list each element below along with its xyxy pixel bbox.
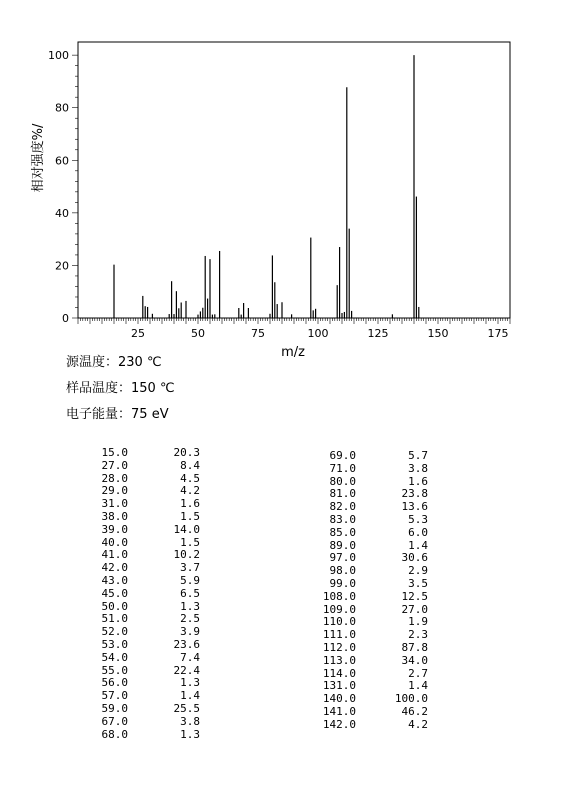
intensity-value: 3.5	[408, 576, 428, 590]
condition-label: 样品温度：	[66, 381, 132, 396]
intensity-value: 30.6	[401, 551, 428, 565]
mz-value: 108.0	[322, 589, 356, 603]
intensity-value: 10.2	[173, 548, 200, 562]
condition-label: 源温度：	[66, 355, 119, 370]
intensity-value: 3.9	[180, 625, 200, 639]
table-row	[316, 719, 428, 732]
table-row	[316, 591, 428, 604]
mz-value: 29.0	[101, 484, 128, 498]
x-tick-label: 75	[251, 327, 265, 340]
intensity-value: 13.6	[401, 500, 428, 514]
mz-value: 53.0	[101, 637, 128, 651]
mz-value: 50.0	[101, 599, 128, 613]
x-tick-label: 50	[191, 327, 205, 340]
table-row	[88, 729, 200, 742]
mz-value: 38.0	[101, 509, 128, 523]
y-tick-label: 20	[55, 259, 69, 273]
intensity-value: 1.3	[180, 676, 200, 690]
condition-line	[66, 403, 169, 422]
peak-table-left	[88, 447, 200, 741]
mz-value: 69.0	[329, 449, 356, 462]
table-row	[88, 652, 200, 665]
condition-value: 230 ℃	[118, 355, 162, 370]
intensity-value: 3.7	[180, 561, 200, 575]
mz-value: 27.0	[101, 458, 128, 472]
intensity-value: 5.7	[408, 449, 428, 462]
mz-value: 56.0	[101, 676, 128, 690]
mz-value: 59.0	[101, 701, 128, 715]
mz-value: 28.0	[101, 471, 128, 485]
mz-value: 80.0	[329, 474, 356, 488]
x-tick-label: 25	[131, 327, 145, 340]
mz-value: 39.0	[101, 522, 128, 536]
intensity-value: 4.5	[180, 471, 200, 485]
intensity-value: 23.8	[401, 487, 428, 501]
table-row	[316, 527, 428, 540]
mz-value: 83.0	[329, 512, 356, 526]
mz-value: 57.0	[101, 689, 128, 703]
mz-value: 97.0	[329, 551, 356, 565]
mz-value: 68.0	[101, 727, 128, 741]
intensity-value: 87.8	[401, 640, 428, 654]
condition-value: 75 eV	[131, 407, 169, 422]
x-tick-label: 100	[307, 327, 329, 340]
mz-value: 43.0	[101, 573, 128, 587]
mz-value: 55.0	[101, 663, 128, 677]
mz-value: 82.0	[329, 500, 356, 514]
mz-value: 67.0	[101, 714, 128, 728]
mz-value: 41.0	[101, 548, 128, 562]
intensity-value: 5.3	[408, 512, 428, 526]
y-tick-label: 0	[62, 312, 69, 325]
condition-line	[66, 377, 175, 396]
intensity-value: 27.0	[401, 602, 428, 616]
mz-value: 98.0	[329, 564, 356, 578]
table-row	[316, 706, 428, 719]
intensity-value: 20.3	[173, 446, 200, 459]
mz-value: 112.0	[322, 640, 356, 654]
mz-value: 111.0	[322, 628, 356, 642]
table-row	[88, 524, 200, 537]
plot-frame	[78, 42, 510, 318]
mz-value: 45.0	[101, 586, 128, 600]
x-tick-label: 125	[367, 327, 389, 340]
mz-value: 42.0	[101, 561, 128, 575]
intensity-value: 34.0	[401, 653, 428, 667]
intensity-value: 1.4	[408, 538, 428, 552]
condition-value: 150 ℃	[131, 381, 175, 396]
x-tick-label: 150	[427, 327, 449, 340]
table-row	[316, 642, 428, 655]
mz-value: 51.0	[101, 612, 128, 626]
mz-value: 31.0	[101, 497, 128, 511]
table-row	[88, 703, 200, 716]
y-tick-label: 40	[55, 206, 69, 220]
mz-value: 99.0	[329, 576, 356, 590]
table-row	[88, 460, 200, 473]
intensity-value: 23.6	[173, 637, 200, 651]
intensity-value: 14.0	[173, 522, 200, 536]
mass-spectrum-chart	[0, 0, 570, 370]
intensity-value: 4.2	[408, 717, 428, 731]
mz-value: 54.0	[101, 650, 128, 664]
table-row	[316, 450, 428, 463]
peak-table-right	[316, 450, 428, 732]
mz-value: 85.0	[329, 525, 356, 539]
table-row	[88, 511, 200, 524]
intensity-value: 8.4	[180, 458, 200, 472]
mz-value: 142.0	[322, 717, 356, 731]
intensity-value: 6.0	[408, 525, 428, 539]
y-axis-title: 相对强度%/	[31, 123, 46, 193]
intensity-value: 100.0	[394, 692, 428, 706]
table-row	[88, 716, 200, 729]
y-tick-label: 100	[48, 49, 69, 63]
y-tick-label: 60	[55, 154, 69, 168]
mz-value: 15.0	[101, 446, 128, 459]
table-row	[316, 578, 428, 591]
intensity-value: 1.3	[180, 727, 200, 741]
mz-value: 52.0	[101, 625, 128, 639]
mz-value: 110.0	[322, 615, 356, 629]
intensity-value: 1.3	[180, 599, 200, 613]
intensity-value: 2.3	[408, 628, 428, 642]
y-tick-label: 80	[55, 101, 69, 115]
x-tick-label: 175	[487, 327, 509, 340]
intensity-value: 5.9	[180, 573, 200, 587]
table-row	[316, 514, 428, 527]
table-row	[88, 588, 200, 601]
table-row	[88, 639, 200, 652]
intensity-value: 7.4	[180, 650, 200, 664]
intensity-value: 3.8	[408, 461, 428, 475]
intensity-value: 22.4	[173, 663, 200, 677]
intensity-value: 2.9	[408, 564, 428, 578]
intensity-value: 1.5	[180, 509, 200, 523]
intensity-value: 2.5	[180, 612, 200, 626]
intensity-value: 1.5	[180, 535, 200, 549]
intensity-value: 4.2	[180, 484, 200, 498]
table-row	[316, 655, 428, 668]
mz-value: 71.0	[329, 461, 356, 475]
intensity-value: 46.2	[401, 704, 428, 718]
intensity-value: 6.5	[180, 586, 200, 600]
intensity-value: 2.7	[408, 666, 428, 680]
mz-value: 131.0	[322, 679, 356, 693]
table-row	[88, 447, 200, 460]
intensity-value: 1.4	[180, 689, 200, 703]
intensity-value: 1.4	[408, 679, 428, 693]
mz-value: 40.0	[101, 535, 128, 549]
mz-value: 141.0	[322, 704, 356, 718]
mz-value: 89.0	[329, 538, 356, 552]
intensity-value: 1.6	[408, 474, 428, 488]
mz-value: 113.0	[322, 653, 356, 667]
mz-value: 81.0	[329, 487, 356, 501]
intensity-value: 1.6	[180, 497, 200, 511]
mz-value: 140.0	[322, 692, 356, 706]
intensity-value: 3.8	[180, 714, 200, 728]
intensity-value: 1.9	[408, 615, 428, 629]
mz-value: 114.0	[322, 666, 356, 680]
table-row	[88, 575, 200, 588]
intensity-value: 12.5	[401, 589, 428, 603]
condition-label: 电子能量：	[66, 407, 132, 422]
condition-line	[66, 351, 162, 370]
table-row	[316, 463, 428, 476]
mz-value: 109.0	[322, 602, 356, 616]
x-axis-title: m/z	[281, 345, 305, 360]
intensity-value: 25.5	[173, 701, 200, 715]
